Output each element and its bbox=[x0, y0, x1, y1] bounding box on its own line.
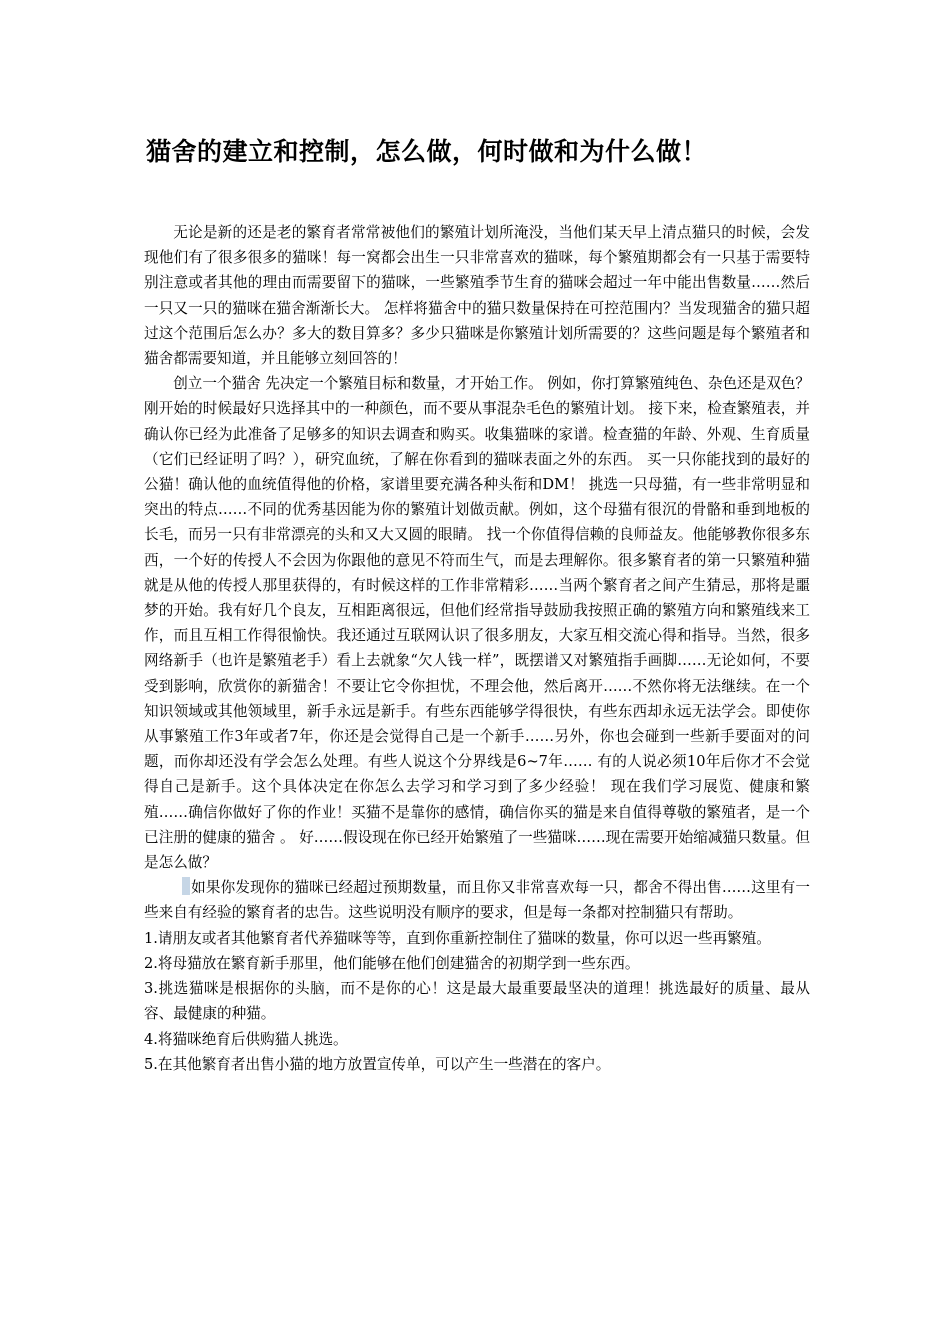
paragraph-advice-intro bbox=[144, 875, 810, 925]
list-item: 3.挑选猫咪是根据你的头脑，而不是你的心！这是最大最重要最坚决的道理！挑选最好的质量、最从容、最健康的种猫。 bbox=[144, 980, 810, 1023]
list-item: 4.将猫咪绝育后供购猫人挑选。 bbox=[144, 1030, 348, 1048]
document-title: 猫舍的建立和控制，怎么做，何时做和为什么做！ bbox=[146, 137, 708, 166]
paragraph-start-cattery: 创立一个猫舍 先决定一个繁殖目标和数量，才开始工作。 例如，你打算繁殖纯色、杂色还是双色？刚开始的时候最好只选择其中的一种颜色，而不要从事混杂毛色的繁殖计划。 接下来，检查繁殖表，并确认你已经为此准备了足够多的知识去调查和购买。收集猫咪的家谱。检查猫的年龄、外观、生育质量（它们已经证明了吗？），研究血统，了解在你看到的猫咪表面之外的东西。 买一只你能找到的最好的公猫！确认他的血统值得他的价格，家谱里要充满各种头衔和DM！ 挑选一只母猫，有一些非常明显和突出的特点……不同的优秀基因能为你的繁殖计划做贡献。例如，这个母猫有很沉的骨骼和垂到地板的长毛，而另一只有非常漂亮的头和又大又圆的眼睛。 找一个你值得信赖的良师益友。他能够教你很多东西，一个好的传授人不会因为你跟他的意见不符而生气，而是去理解你。很多繁育者的第一只繁殖种猫就是从他的传授人那里获得的，有时候这样的工作非常精彩……当两个繁育者之间产生猜忌，那将是噩梦的开始。我有好几个良友，互相距离很远，但他们经常指导鼓励我按照正确的繁殖方向和繁殖线来工作，而且互相工作得很愉快。我还通过互联网认识了很多朋友，大家互相交流心得和指导。当然，很多网络新手（也许是繁殖老手）看上去就象“欠人钱一样”，既摆谱又对繁殖指手画脚……无论如何，不要 受到影响，欣赏你的新猫舍！不要让它令你担忧，不理会他，然后离开……不然你将无法继续。在一个知识领域或其他领域里，新手永远是新手。有些东西能够学得很快，有些东西却永远无法学会。即使你从事繁殖工作3年或者7年，你还是会觉得自己是一个新手……另外，你也会碰到一些新手要面对的问题，而你却还没有学会怎么处理。有些人说这个分界线是6~7年…… 有的人说必须10年后你才不会觉得自己是新手。这个具体决定在你怎么去学习和学习到了多少经验！ 现在我们学习展览、健康和繁殖……确信你做好了你的作业！买猫不是靠你的感情，确信你买的猫是来自值得尊敬的繁殖者，是一个已注册的健康的猫舍 。 好……假设现在你已经开始繁殖了一些猫咪……现在需要开始缩减猫只数量。但是怎么做？ bbox=[144, 375, 811, 872]
list-item: 1.请朋友或者其他繁育者代养猫咪等等，直到你重新控制住了猫咪的数量，你可以迟一些再繁殖。 bbox=[144, 929, 771, 947]
list-item: 5.在其他繁育者出售小猫的地方放置宣传单，可以产生一些潜在的客户。 bbox=[144, 1055, 611, 1073]
document-body bbox=[144, 220, 810, 1077]
paragraph-advice-intro-text: 如果你发现你的猫咪已经超过预期数量，而且你又非常喜欢每一只，都舍不得出售……这里有一些来自有经验的繁育者的忠告。这些说明没有顺序的要求，但是每一条都对控制猫只有帮助。 bbox=[144, 879, 810, 922]
text-cursor-marker bbox=[182, 877, 190, 895]
paragraph-intro: 无论是新的还是老的繁育者常常被他们的繁殖计划所淹没，当他们某天早上清点猫只的时候，会发现他们有了很多很多的猫咪！每一窝都会出生一只非常喜欢的猫咪，每个繁殖期都会有一只基于需要特别注意或者其他的理由而需要留下的猫咪，一些繁殖季节生育的猫咪会超过一年中能出售数量……然后一只又一只的猫咪在猫舍渐渐长大。 怎样将猫舍中的猫只数量保持在可控范围内？当发现猫舍的猫只超过这个范围后怎么办？多大的数目算多？多少只猫咪是你繁殖计划所需要的？这些问题是每个繁殖者和猫舍都需要知道，并且能够立刻回答的！ bbox=[144, 224, 810, 368]
list-item: 2.将母猫放在繁育新手那里，他们能够在他们创建猫舍的初期学到一些东西。 bbox=[144, 954, 640, 972]
